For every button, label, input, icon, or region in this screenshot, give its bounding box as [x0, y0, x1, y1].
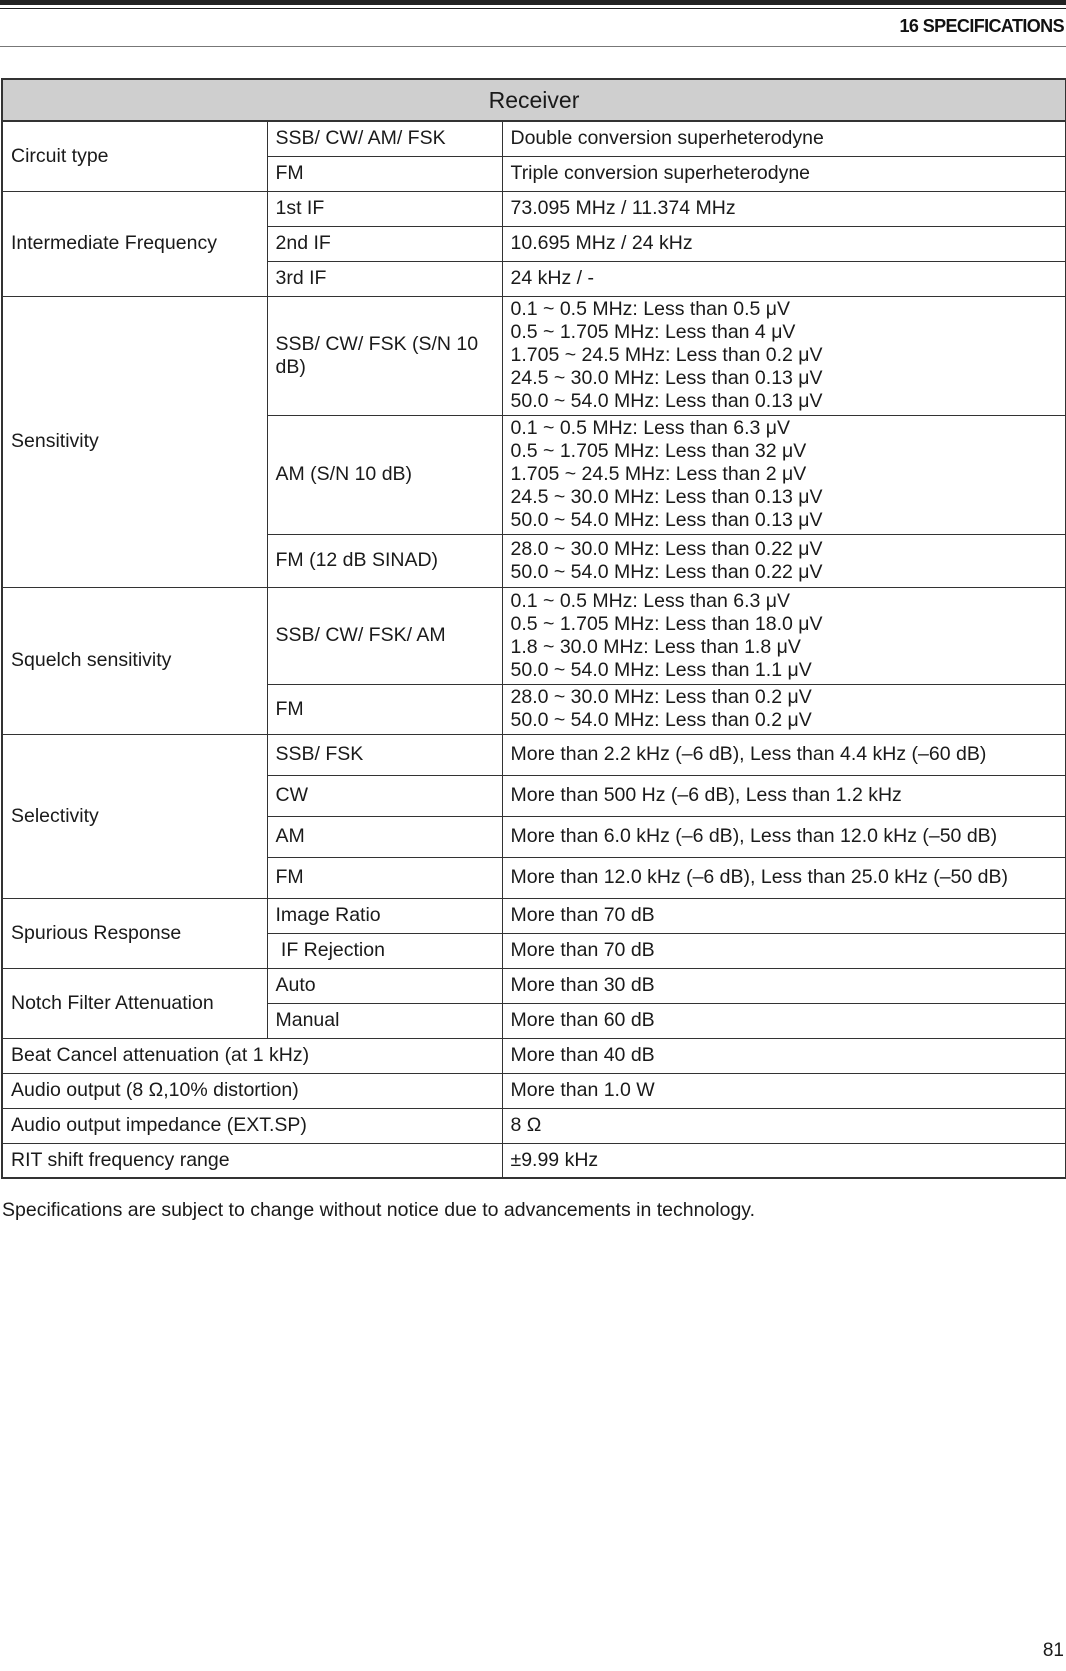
value-cell: [502, 296, 1066, 415]
mode-cell: AM: [267, 816, 502, 857]
value-line: 50.0 ~ 54.0 MHz: Less than 1.1 μV: [510, 658, 812, 681]
table-row: [2, 898, 1066, 933]
row-label-spurious-response: Spurious Response: [2, 898, 267, 968]
row-label-selectivity: Selectivity: [2, 734, 267, 898]
table-row: [2, 1108, 1066, 1143]
value-cell: More than 1.0 W: [502, 1073, 1066, 1108]
value-line: 0.5 ~ 1.705 MHz: Less than 32 μV: [510, 440, 807, 462]
value-line: 24.5 ~ 30.0 MHz: Less than 0.13 μV: [510, 367, 823, 389]
value-cell: [502, 415, 1066, 534]
value-cell: More than 2.2 kHz (–6 dB), Less than 4.4 kHz (–60 dB): [502, 734, 1066, 775]
value-cell: More than 500 Hz (–6 dB), Less than 1.2 kHz: [502, 775, 1066, 816]
value-cell: More than 60 dB: [502, 1003, 1066, 1038]
value-cell: More than 70 dB: [502, 933, 1066, 968]
value-line: 0.1 ~ 0.5 MHz: Less than 0.5 μV: [510, 298, 791, 320]
row-label-beat-cancel: Beat Cancel attenuation (at 1 kHz): [2, 1038, 502, 1073]
value-line: 1.705 ~ 24.5 MHz: Less than 2 μV: [510, 463, 807, 485]
value-line: 0.5 ~ 1.705 MHz: Less than 18.0 μV: [510, 612, 823, 635]
receiver-spec-table: [1, 78, 1066, 1179]
mode-cell: SSB/ CW/ FSK (S/N 10 dB): [267, 296, 502, 415]
value-cell: More than 70 dB: [502, 898, 1066, 933]
value-cell: More than 6.0 kHz (–6 dB), Less than 12.0 kHz (–50 dB): [502, 816, 1066, 857]
value-cell: 24 kHz / -: [502, 261, 1066, 296]
value-line: 28.0 ~ 30.0 MHz: Less than 0.22 μV: [510, 537, 823, 560]
value-cell: [502, 684, 1066, 734]
header-divider: [0, 46, 1066, 47]
table-title: Receiver: [2, 79, 1066, 121]
row-label-squelch-sensitivity: Squelch sensitivity: [2, 587, 267, 734]
value-line: 0.1 ~ 0.5 MHz: Less than 6.3 μV: [510, 417, 791, 439]
value-line: 50.0 ~ 54.0 MHz: Less than 0.13 μV: [510, 390, 823, 412]
row-label-notch-filter: Notch Filter Attenuation: [2, 968, 267, 1038]
header-thin-rule: [0, 8, 1066, 9]
value-cell: More than 30 dB: [502, 968, 1066, 1003]
value-line: 50.0 ~ 54.0 MHz: Less than 0.22 μV: [510, 560, 823, 583]
table-row: [2, 121, 1066, 156]
mode-cell: AM (S/N 10 dB): [267, 415, 502, 534]
mode-cell: SSB/ FSK: [267, 734, 502, 775]
value-cell: More than 12.0 kHz (–6 dB), Less than 25.0 kHz (–50 dB): [502, 857, 1066, 898]
mode-cell: FM: [267, 684, 502, 734]
mode-cell: 3rd IF: [267, 261, 502, 296]
row-label-sensitivity: Sensitivity: [2, 296, 267, 587]
mode-cell: SSB/ CW/ AM/ FSK: [267, 121, 502, 156]
mode-cell: FM (12 dB SINAD): [267, 534, 502, 587]
value-cell: [502, 587, 1066, 684]
mode-cell: Image Ratio: [267, 898, 502, 933]
table-row: [2, 1073, 1066, 1108]
row-label-rit-shift: RIT shift frequency range: [2, 1143, 502, 1178]
mode-cell: SSB/ CW/ FSK/ AM: [267, 587, 502, 684]
value-cell: [502, 534, 1066, 587]
mode-cell: CW: [267, 775, 502, 816]
value-cell: Triple conversion superheterodyne: [502, 156, 1066, 191]
value-cell: More than 40 dB: [502, 1038, 1066, 1073]
value-line: 0.5 ~ 1.705 MHz: Less than 4 μV: [510, 321, 796, 343]
mode-cell: 2nd IF: [267, 226, 502, 261]
page-number: 81: [1042, 1640, 1064, 1661]
value-cell: 10.695 MHz / 24 kHz: [502, 226, 1066, 261]
value-cell: 73.095 MHz / 11.374 MHz: [502, 191, 1066, 226]
table-row: [2, 587, 1066, 684]
row-label-audio-impedance: Audio output impedance (EXT.SP): [2, 1108, 502, 1143]
value-cell: Double conversion superheterodyne: [502, 121, 1066, 156]
table-row: [2, 734, 1066, 775]
value-line: 24.5 ~ 30.0 MHz: Less than 0.13 μV: [510, 486, 823, 508]
section-label: 16 SPECIFICATIONS: [899, 16, 1064, 36]
value-cell: ±9.99 kHz: [502, 1143, 1066, 1178]
value-cell: 8 Ω: [502, 1108, 1066, 1143]
value-line: 50.0 ~ 54.0 MHz: Less than 0.2 μV: [510, 709, 812, 731]
value-line: 50.0 ~ 54.0 MHz: Less than 0.13 μV: [510, 509, 823, 531]
footnote: Specifications are subject to change without notice due to advancements in technology.: [2, 1199, 756, 1221]
value-line: 1.8 ~ 30.0 MHz: Less than 1.8 μV: [510, 635, 801, 658]
row-label-intermediate-frequency: Intermediate Frequency: [2, 191, 267, 296]
mode-cell: 1st IF: [267, 191, 502, 226]
table-row: [2, 296, 1066, 415]
row-label-circuit-type: Circuit type: [2, 121, 267, 191]
header-thick-rule: [0, 0, 1066, 5]
value-line: 0.1 ~ 0.5 MHz: Less than 6.3 μV: [510, 589, 791, 612]
mode-cell: FM: [267, 857, 502, 898]
table-row: [2, 1038, 1066, 1073]
table-row: [2, 191, 1066, 226]
value-line: 1.705 ~ 24.5 MHz: Less than 0.2 μV: [510, 344, 823, 366]
table-title-row: [2, 79, 1066, 121]
value-line: 28.0 ~ 30.0 MHz: Less than 0.2 μV: [510, 686, 812, 708]
mode-cell: IF Rejection: [267, 933, 502, 968]
table-row: [2, 1143, 1066, 1178]
mode-cell: FM: [267, 156, 502, 191]
table-row: [2, 968, 1066, 1003]
mode-cell: Auto: [267, 968, 502, 1003]
row-label-audio-output: Audio output (8 Ω,10% distortion): [2, 1073, 502, 1108]
mode-cell: Manual: [267, 1003, 502, 1038]
